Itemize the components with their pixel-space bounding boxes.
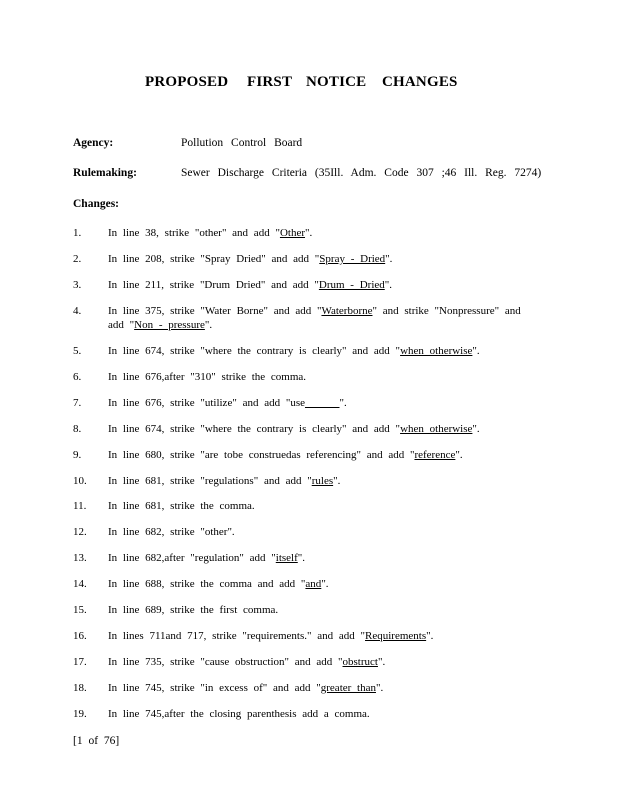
change-item-number: 3. [73,279,82,291]
added-text [305,397,340,409]
added-text: Other [279,227,305,239]
instruction-text: In line 375, strike "Water Borne" and add " [108,305,322,317]
rulemaking-value: Sewer Discharge Criteria (35Ill. Adm. Code 307 ;46 Ill. Reg. 7274) [181,167,542,179]
instruction-text: ". [377,656,386,668]
instruction-text: In line 745,after the closing parenthesis add a comma. [108,708,370,720]
change-item-number: 5. [73,345,82,357]
instruction-text: In line 681, strike "regulations" and add " [108,475,312,487]
added-text: and [305,578,322,590]
change-item-number: 18. [73,682,87,694]
change-item-text [108,681,538,695]
change-item-number: 16. [73,630,87,642]
change-item-text [108,474,538,488]
change-item-number: 1. [73,227,82,239]
added-text: when otherwise [400,423,473,435]
instruction-text: ". [304,227,313,239]
change-item-number: 17. [73,656,87,668]
changes-label: Changes: [73,198,120,210]
agency-value: Pollution Control Board [181,137,303,149]
rulemaking-label: Rulemaking: [73,167,137,179]
change-item-text [108,344,538,358]
change-item-text [108,448,538,462]
instruction-text: In line 676, strike "utilize" and add "use [108,397,305,409]
page-counter: [1 of 76] [73,735,120,747]
instruction-text: ". [321,578,329,590]
instruction-text: ". [297,552,306,564]
change-item-text [108,278,538,292]
change-item-number: 9. [73,449,82,461]
instruction-text: " and strike "Nonpressure" and add " [108,305,521,331]
instruction-text: ". [384,279,393,291]
instruction-text: ". [455,449,463,461]
change-item-number: 14. [73,578,87,590]
change-item-number: 12. [73,526,87,538]
change-item-text [108,707,538,721]
change-item-text [108,499,538,513]
instruction-text: In line 745, strike "in excess of" and add " [108,682,321,694]
change-item-text [108,422,538,436]
instruction-text: In lines 711and 717, strike "requirements." and add " [108,630,366,642]
instruction-text: In line 674, strike "where the contrary is clearly" and add " [108,345,401,357]
title-word-first: FIRST [247,74,293,90]
instruction-text: ". [333,475,341,487]
change-item-number: 8. [73,423,82,435]
instruction-text: ". [375,682,384,694]
added-text: Waterborne [321,305,373,317]
instruction-text: In line 688, strike the comma and add " [108,578,306,590]
added-text: when otherwise [400,345,473,357]
added-text: Spray - Dried [319,253,386,265]
change-item-text [108,525,538,539]
instruction-text: ". [385,253,393,265]
instruction-text: ". [426,630,434,642]
added-text: itself [275,552,298,564]
instruction-text: In line 674, strike "where the contrary is clearly" and add " [108,423,401,435]
instruction-text: In line 735, strike "cause obstruction" and add " [108,656,343,668]
added-text: obstruct [342,656,378,668]
instruction-text: ". [204,319,213,331]
change-item-number: 2. [73,253,82,265]
change-item-number: 19. [73,708,87,720]
change-item-number: 7. [73,397,82,409]
added-text: Non - pressure [134,319,205,331]
change-item-number: 6. [73,371,82,383]
change-item-text [108,629,538,643]
title-word-changes: CHANGES [382,74,458,90]
change-item-number: 10. [73,475,87,487]
title-word-notice: NOTICE [306,74,367,90]
instruction-text: In line 211, strike "Drum Dried" and add " [108,279,319,291]
change-item-text [108,304,538,332]
instruction-text: In line 681, strike the comma. [108,500,255,512]
instruction-text: ". [472,423,480,435]
change-item-text [108,370,538,384]
instruction-text: ". [472,345,480,357]
agency-label: Agency: [73,137,114,149]
instruction-text: In line 682,after "regulation" add " [108,552,276,564]
instruction-text: In line 38, strike "other" and add " [108,227,280,239]
change-item-number: 13. [73,552,87,564]
change-item-number: 11. [73,500,87,512]
instruction-text: In line 689, strike the first comma. [108,604,279,616]
change-item-number: 15. [73,604,87,616]
instruction-text: In line 676,after "310" strike the comma. [108,371,307,383]
change-item-text [108,226,538,240]
added-text: Requirements [365,630,427,642]
change-item-text [108,655,538,669]
change-item-text [108,577,538,591]
instruction-text: ". [339,397,347,409]
instruction-text: In line 208, strike "Spray Dried" and add " [108,253,320,265]
change-item-text [108,603,538,617]
added-text: Drum - Dried [318,279,385,291]
change-item-text [108,551,538,565]
added-text: greater than [320,682,376,694]
added-text: reference [414,449,456,461]
added-text: rules [311,475,334,487]
change-item-text [108,252,538,266]
title-word-proposed: PROPOSED [145,74,229,90]
change-item-text [108,396,538,410]
instruction-text: In line 682, strike "other". [108,526,235,538]
instruction-text: In line 680, strike "are tobe construedas referencing" and add " [108,449,415,461]
change-item-number: 4. [73,305,82,317]
